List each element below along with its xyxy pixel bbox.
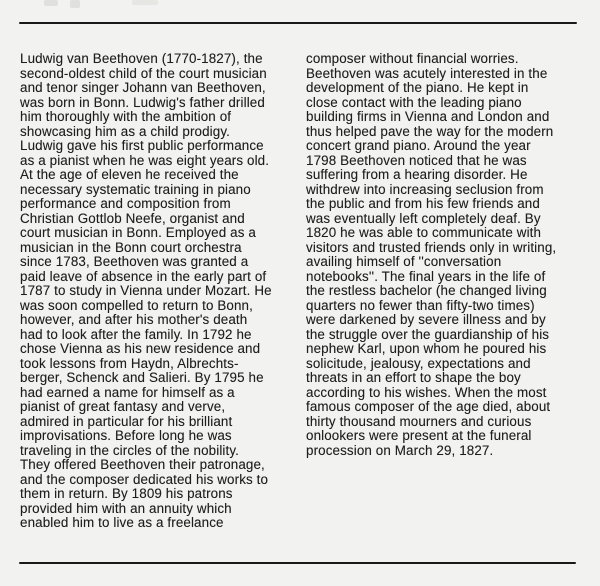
text-line: composer without financial worries. — [306, 51, 519, 66]
text-line: building firms in Vienna and London and — [306, 109, 550, 124]
text-line: showcasing him as a child prodigy. — [20, 123, 230, 139]
text-line: concert grand piano. Around the year — [306, 138, 531, 153]
text-line: solicitude, jealousy, expectations and — [306, 355, 531, 371]
text-line: took lessons from Haydn, Albrechts- — [20, 355, 239, 371]
text-line: however, and after his mother's death — [20, 312, 248, 327]
text-line: were darkened by severe illness and by — [306, 312, 546, 327]
text-line: the restless bachelor (he changed living — [306, 283, 547, 298]
text-line: the public and from his few friends and — [306, 196, 540, 211]
text-line: suffering from a hearing disorder. He — [306, 167, 528, 182]
text-line: threats in an effort to shape the boy — [306, 370, 521, 385]
text-line: improvisations. Before long he was — [20, 428, 232, 443]
scan-artifact — [70, 0, 80, 8]
text-column-right — [306, 52, 588, 458]
text-line: onlookers were present at the funeral — [306, 428, 532, 443]
text-line: 1798 Beethoven noticed that he was — [306, 152, 527, 168]
text-line: court musician in Bonn. Employed as a — [20, 225, 256, 240]
text-line: thirty thousand mourners and curious — [306, 413, 532, 429]
text-line: chose Vienna as his new residence and — [20, 341, 261, 356]
text-line: thus helped pave the way for the modern — [306, 123, 554, 139]
text-line: Ludwig van Beethoven (1770-1827), the — [20, 51, 263, 66]
top-rule — [19, 22, 577, 24]
scan-artifact — [44, 0, 58, 6]
text-line: as a pianist when he was eight years old. — [20, 152, 270, 168]
text-line: notebooks''. The final years in the life of — [306, 268, 546, 284]
text-line: quarters no fewer than fifty-two times) — [306, 297, 535, 313]
text-line: At the age of eleven he received the — [20, 167, 239, 182]
text-line: provided him with an annuity which — [20, 500, 232, 516]
text-line: withdrew into increasing seclusion from — [306, 181, 544, 197]
text-line: admired in particular for his brilliant — [20, 413, 233, 429]
text-line: had earned a name for himself as a — [20, 384, 235, 400]
text-line: 1787 to study in Vienna under Mozart. He — [20, 283, 272, 298]
text-line: was eventually left completely deaf. By — [306, 210, 541, 226]
text-line: had to look after the family. In 1792 he — [20, 326, 252, 342]
text-line: and tenor singer Johann van Beethoven, — [20, 80, 266, 95]
text-line: traveling in the circles of the nobility. — [20, 442, 240, 458]
text-line: Christian Gottlob Neefe, organist and — [20, 210, 245, 226]
text-line: necessary systematic training in piano — [20, 181, 251, 197]
text-line: was soon compelled to return to Bonn, — [20, 297, 253, 313]
text-line: Beethoven was acutely interested in the — [306, 65, 548, 81]
text-line: Ludwig gave his first public performance — [20, 138, 264, 153]
text-line: They offered Beethoven their patronage, — [20, 457, 265, 472]
text-line: procession on March 29, 1827. — [306, 442, 494, 458]
text-line: 1820 he was able to communicate with — [306, 225, 542, 240]
text-line: musician in the Bonn court orchestra — [20, 239, 242, 255]
text-line: him thoroughly with the ambition of — [20, 109, 232, 124]
text-column-left — [20, 52, 302, 531]
text-line: visitors and trusted friends only in writing, — [306, 239, 557, 255]
text-line: development of the piano. He kept in — [306, 80, 529, 95]
text-line: since 1783, Beethoven was granted a — [20, 254, 249, 269]
text-line: availing himself of ''conversation — [306, 254, 502, 269]
text-line: paid leave of absence in the early part of — [20, 268, 267, 284]
text-line: performance and composition from — [20, 196, 231, 211]
text-line: enabled him to live as a freelance — [20, 515, 224, 530]
text-line: according to his wishes. When the most — [306, 384, 547, 400]
scan-artifact — [132, 0, 158, 5]
text-line: second-oldest child of the court musician — [20, 65, 267, 81]
text-line: famous composer of the age died, about — [306, 399, 551, 414]
bottom-rule — [19, 562, 576, 564]
text-line: pianist of great fantasy and verve, — [20, 399, 226, 414]
text-line: close contact with the leading piano — [306, 94, 522, 110]
text-line: and the composer dedicated his works to — [20, 471, 269, 487]
text-line: them in return. By 1809 his patrons — [20, 486, 233, 501]
text-line: was born in Bonn. Ludwig's father drilled — [20, 94, 265, 110]
text-line: the struggle over the guardianship of his — [306, 326, 550, 342]
text-line: berger, Schenck and Salieri. By 1795 he — [20, 370, 264, 385]
text-line: nephew Karl, upon whom he poured his — [306, 341, 547, 356]
